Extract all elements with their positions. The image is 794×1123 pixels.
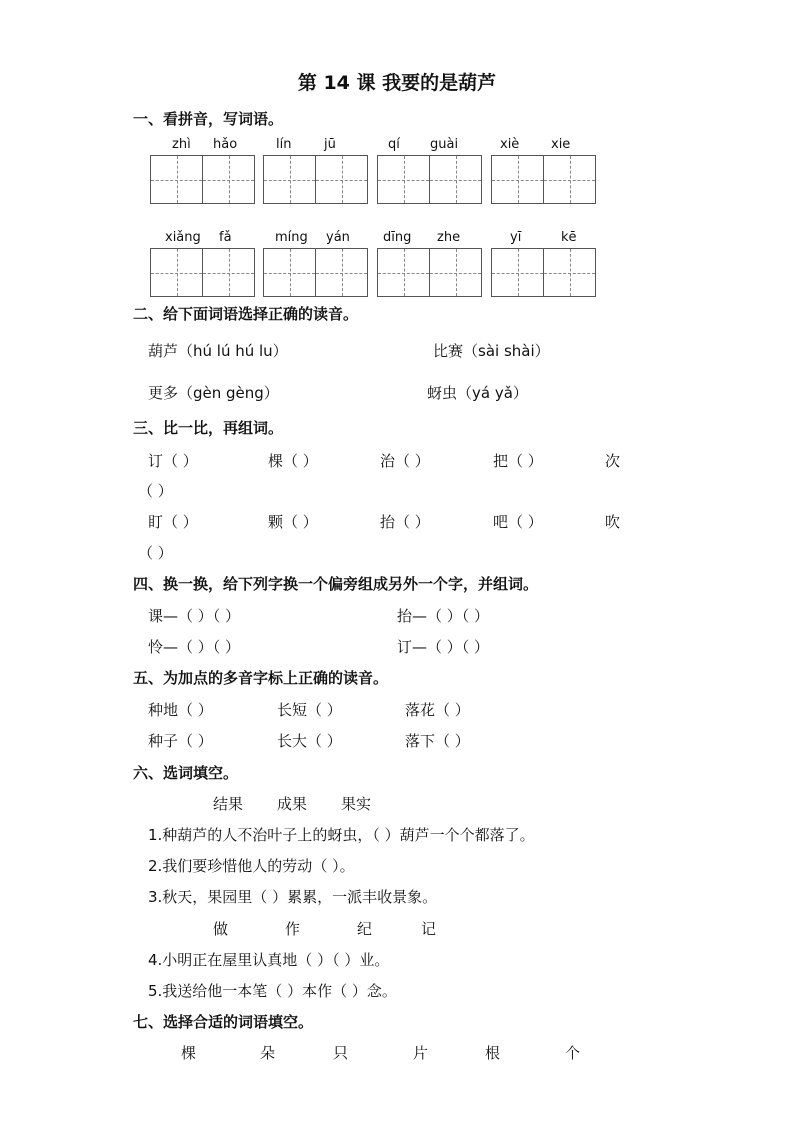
word-option: 纪 — [357, 920, 373, 938]
fill-sentence[interactable]: 4.小明正在屋里认真地（ ）（ ）业。 — [148, 951, 390, 969]
pinyin: míng — [275, 230, 308, 245]
word-option: 做 — [213, 920, 229, 938]
writing-grid[interactable] — [491, 155, 596, 204]
radical-swap-item[interactable]: 抬—（ ）（ ） — [397, 607, 490, 625]
reading-choice[interactable]: 更多（gèn gèng） — [148, 384, 279, 402]
writing-grid[interactable] — [150, 248, 255, 297]
word-option: 结果 — [213, 795, 244, 813]
polyphone-item[interactable]: 长大（ ） — [277, 732, 342, 750]
polyphone-item[interactable]: 落下（ ） — [405, 732, 470, 750]
word-option: 作 — [285, 920, 301, 938]
page-title: 第 14 课 我要的是葫芦 — [297, 72, 497, 94]
pinyin: qí — [388, 137, 400, 152]
compare-item[interactable]: 颗（ ） — [268, 513, 318, 531]
writing-grid[interactable] — [263, 248, 368, 297]
word-option: 果实 — [341, 795, 372, 813]
pinyin: zhì — [172, 137, 191, 152]
word-option: 根 — [485, 1044, 501, 1062]
pinyin: xiǎng — [165, 230, 201, 245]
compare-item[interactable]: 把（ ） — [493, 452, 543, 470]
pinyin: zhe — [437, 230, 461, 245]
pinyin: hǎo — [213, 137, 238, 152]
compare-item[interactable]: 吧（ ） — [493, 513, 543, 531]
writing-grid[interactable] — [377, 155, 482, 204]
writing-grid[interactable] — [491, 248, 596, 297]
reading-choice[interactable]: 葫芦（hú lú hú lu） — [148, 342, 288, 360]
compare-item[interactable]: 治（ ） — [380, 452, 430, 470]
compare-item: 吹 — [605, 513, 621, 531]
section-3-heading: 三、比一比，再组词。 — [133, 419, 284, 437]
radical-swap-item[interactable]: 怜—（ ）（ ） — [148, 638, 241, 656]
pinyin: xiè — [500, 137, 520, 152]
compare-item[interactable]: 抬（ ） — [380, 513, 430, 531]
compare-item[interactable]: 棵（ ） — [268, 452, 318, 470]
pinyin: fǎ — [219, 230, 232, 245]
polyphone-item[interactable]: 落花（ ） — [405, 701, 470, 719]
pinyin: dīng — [383, 230, 412, 245]
section-4-heading: 四、换一换，给下列字换一个偏旁组成另外一个字，并组词。 — [133, 575, 539, 593]
compare-item: 次 — [605, 452, 621, 470]
section-1-heading: 一、看拼音，写词语。 — [133, 110, 284, 128]
word-option: 只 — [333, 1044, 349, 1062]
fill-sentence[interactable]: 3.秋天，果园里（ ）累累，一派丰收景象。 — [148, 888, 438, 906]
word-option: 成果 — [277, 795, 308, 813]
pinyin: yī — [510, 230, 522, 245]
compare-item[interactable]: 盯（ ） — [148, 513, 198, 531]
pinyin: yán — [326, 230, 350, 245]
writing-grid[interactable] — [377, 248, 482, 297]
writing-grid[interactable] — [150, 155, 255, 204]
polyphone-item[interactable]: 种地（ ） — [148, 701, 213, 719]
pinyin: lín — [276, 137, 292, 152]
pinyin: jū — [324, 137, 336, 152]
word-option: 朵 — [260, 1044, 276, 1062]
word-option: 棵 — [181, 1044, 197, 1062]
radical-swap-item[interactable]: 课—（ ）（ ） — [148, 607, 241, 625]
section-5-heading: 五、为加点的多音字标上正确的读音。 — [133, 669, 389, 687]
word-option: 个 — [565, 1044, 581, 1062]
writing-grid[interactable] — [263, 155, 368, 204]
fill-sentence[interactable]: 1.种葫芦的人不治叶子上的蚜虫，（ ）葫芦一个个都落了。 — [148, 826, 535, 844]
pinyin: kē — [561, 230, 577, 245]
compare-item[interactable]: （ ） — [138, 544, 173, 562]
word-option: 记 — [421, 920, 437, 938]
compare-item[interactable]: （ ） — [138, 482, 173, 500]
reading-choice[interactable]: 比赛（sài shài） — [433, 342, 550, 360]
section-6-heading: 六、选词填空。 — [133, 764, 239, 782]
compare-item[interactable]: 订（ ） — [148, 452, 198, 470]
fill-sentence[interactable]: 5.我送给他一本笔（ ）本作（ ）念。 — [148, 982, 397, 1000]
fill-sentence[interactable]: 2.我们要珍惜他人的劳动（ ）。 — [148, 857, 355, 875]
polyphone-item[interactable]: 长短（ ） — [277, 701, 342, 719]
polyphone-item[interactable]: 种子（ ） — [148, 732, 213, 750]
section-7-heading: 七、选择合适的词语填空。 — [133, 1013, 314, 1031]
word-option: 片 — [413, 1044, 429, 1062]
section-2-heading: 二、给下面词语选择正确的读音。 — [133, 305, 359, 323]
pinyin: guài — [430, 137, 459, 152]
radical-swap-item[interactable]: 订—（ ）（ ） — [397, 638, 490, 656]
pinyin: xie — [551, 137, 571, 152]
reading-choice[interactable]: 蚜虫（yá yǎ） — [427, 384, 528, 402]
